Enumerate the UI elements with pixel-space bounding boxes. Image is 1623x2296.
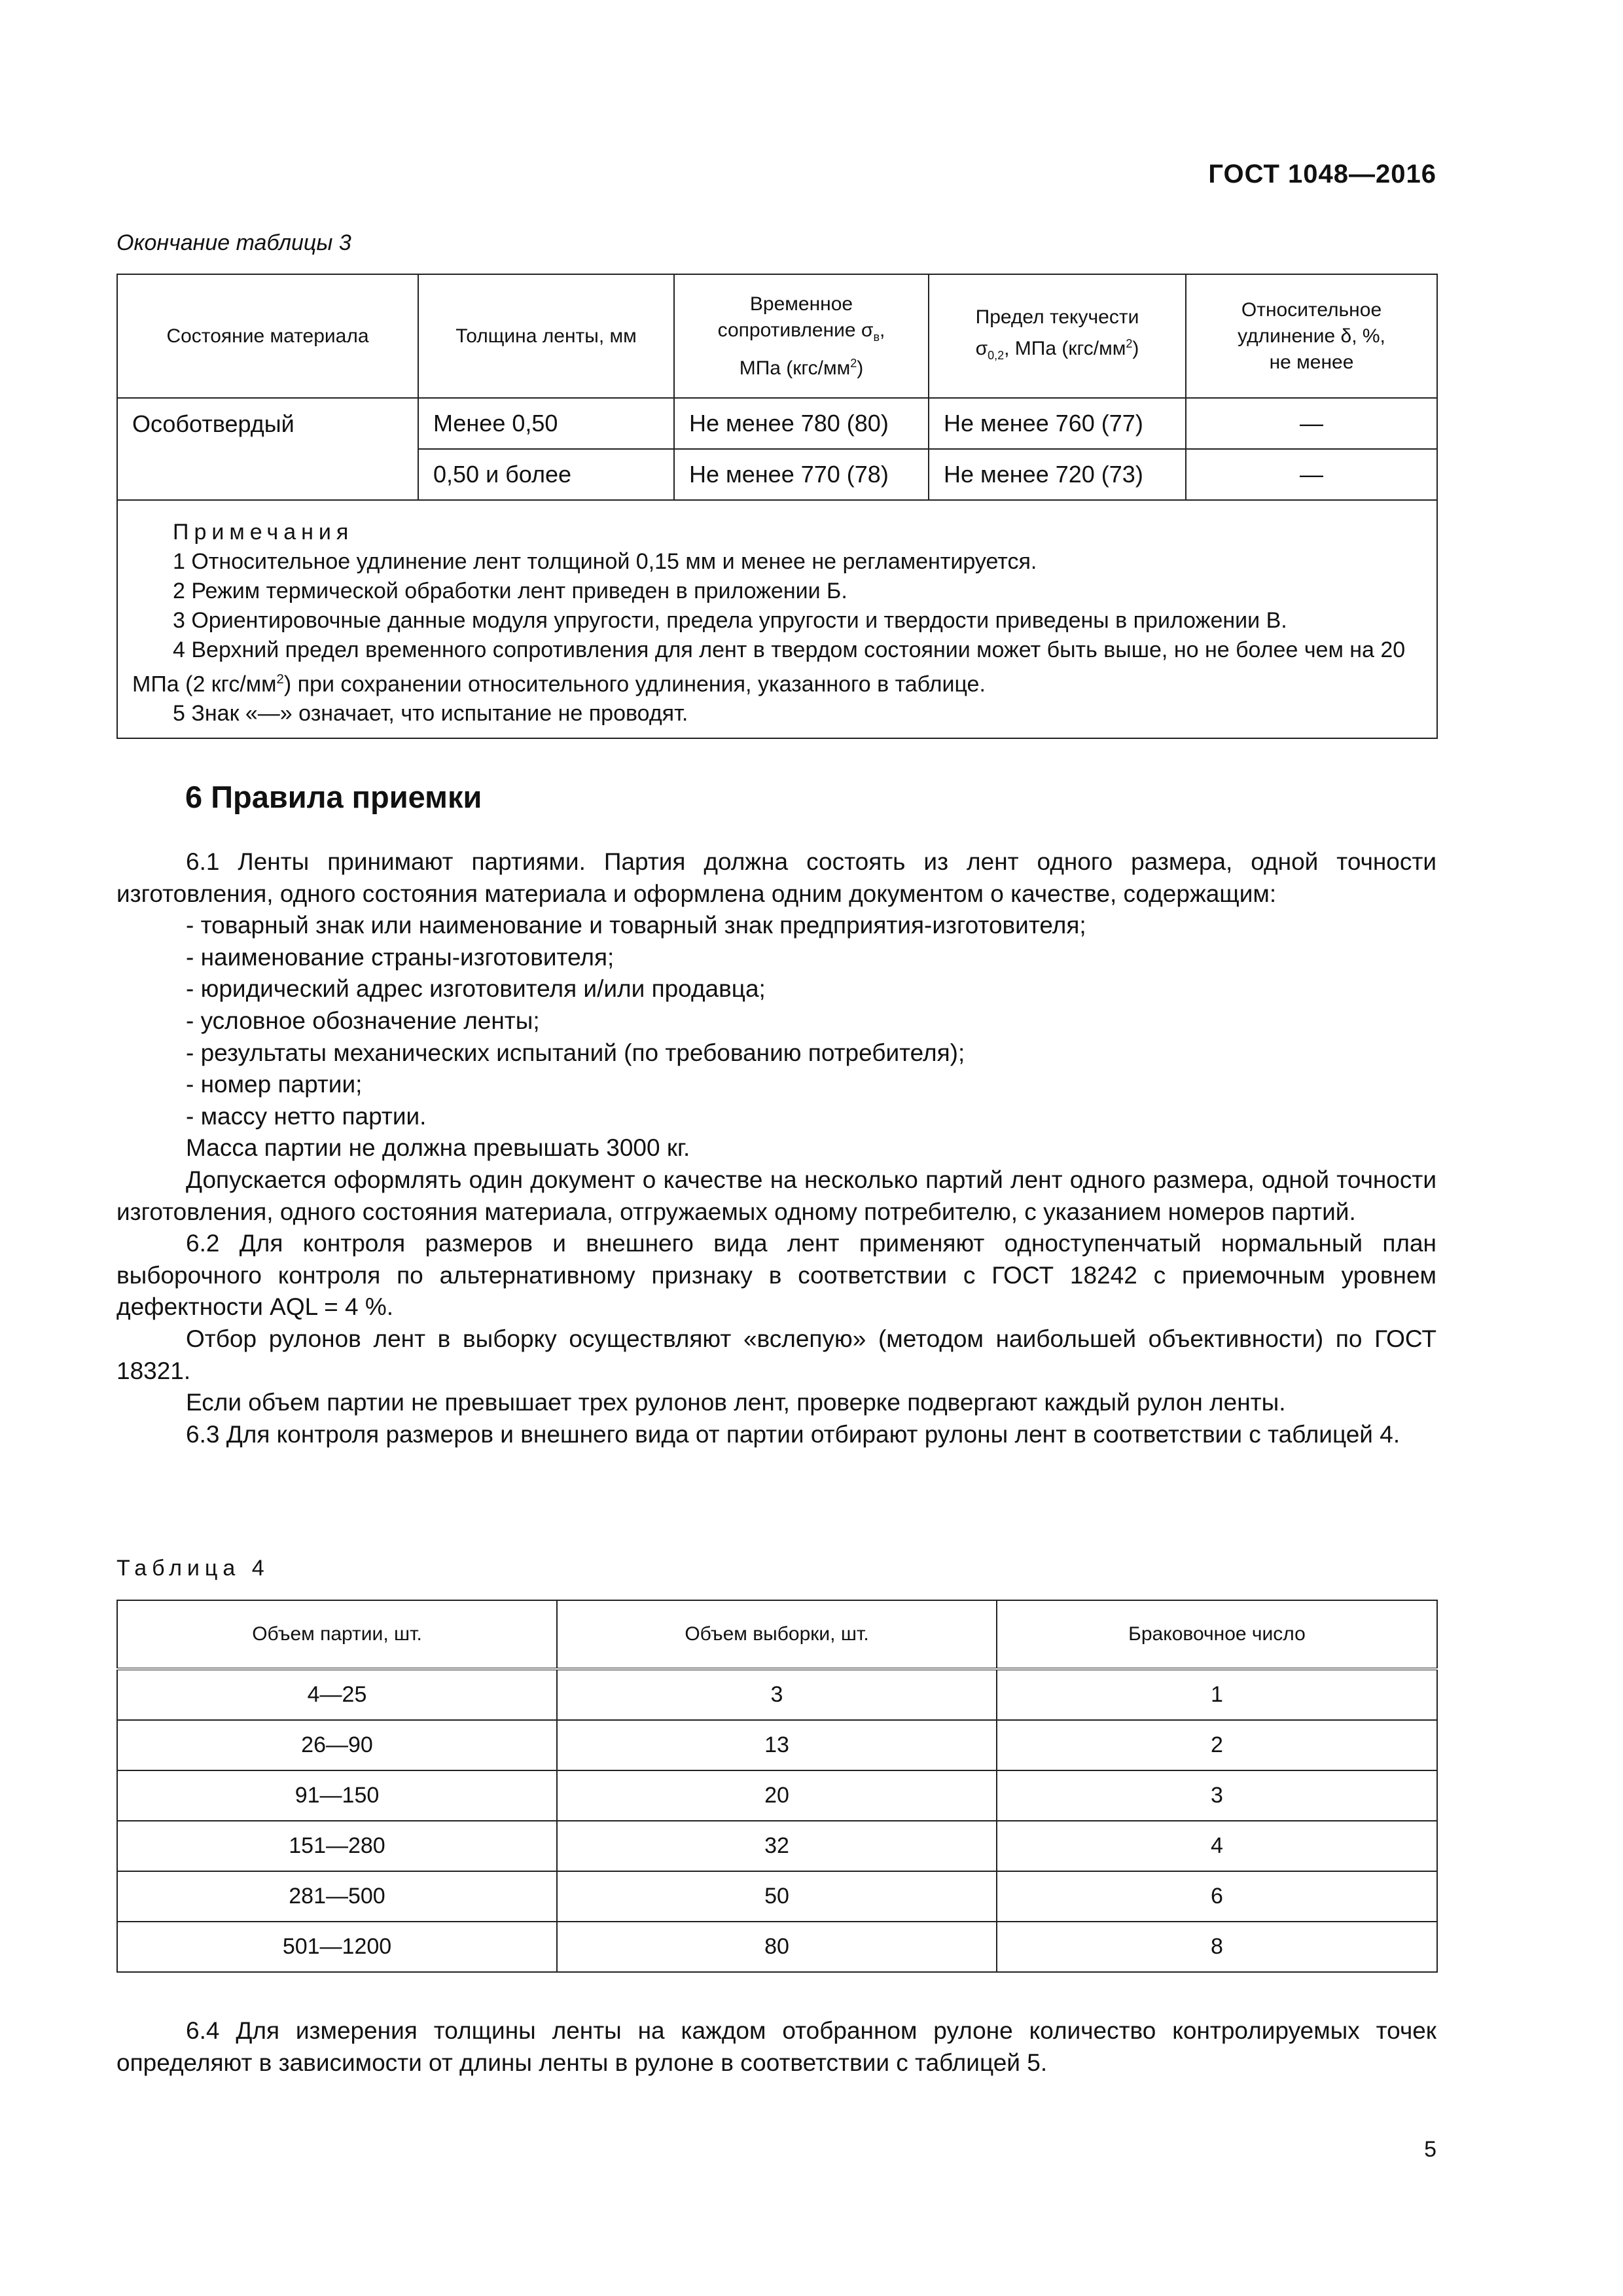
table3-header-strength: Временное сопротивление $\sigma_в$, МПа $(кгс/мм^2)$ bbox=[674, 274, 929, 398]
paragraph-6-1: 6.1 Ленты принимают партиями. Партия должна состоять из лент одного размера, одной точности изготовления, одного состояния материала и оформлена одним документом о качестве, содержащим: bbox=[116, 848, 1436, 907]
table3-cell-yield: Не менее 720 (73) bbox=[929, 449, 1186, 500]
paragraph-allow: Допускается оформлять один документ о качестве на несколько партий лент одного размера, одной точности изготовления, одного состояния материала, отгружаемых одному потребителю, с указанием номеров партий. bbox=[116, 1166, 1436, 1225]
table3-header-yield: Предел текучести $\sigma_{0,2}$, МПа $(кгс/мм^2)$ bbox=[929, 274, 1186, 398]
table4-cell-sample-size: 20 bbox=[557, 1770, 997, 1821]
table4-header-sample-size: Объем выборки, шт. bbox=[557, 1600, 997, 1669]
note-3: 3 Ориентировочные данные модуля упругости, предела упругости и твердости приведены в приложении В. bbox=[173, 608, 1287, 633]
table4-cell-reject-number: 6 bbox=[997, 1871, 1437, 1922]
paragraph-6-4-container bbox=[116, 2015, 1436, 2079]
document-code: ГОСТ 1048—2016 bbox=[1208, 160, 1436, 188]
table3-cell-state: Особотвердый bbox=[117, 398, 418, 500]
list-item: - наименование страны-изготовителя; bbox=[186, 943, 615, 971]
table3-cell-thickness: Менее 0,50 bbox=[418, 398, 674, 449]
note-2: 2 Режим термической обработки лент приведен в приложении Б. bbox=[173, 579, 847, 603]
notes-title: Примечания bbox=[173, 520, 354, 545]
table3-row bbox=[117, 398, 1437, 449]
table4-cell-reject-number: 8 bbox=[997, 1922, 1437, 1972]
list-item: - условное обозначение ленты; bbox=[186, 1007, 540, 1034]
paragraph-6-3: 6.3 Для контроля размеров и внешнего вида от партии отбирают рулоны лент в соответствии с таблицей 4. bbox=[186, 1420, 1400, 1448]
table4-cell-lot-size: 4—25 bbox=[117, 1669, 557, 1720]
table3 bbox=[116, 274, 1438, 739]
table4-header-lot-size: Объем партии, шт. bbox=[117, 1600, 557, 1669]
paragraph-6-4: 6.4 Для измерения толщины ленты на каждом отобранном рулоне количество контролируемых точек определяют в зависимости от длины ленты в рулоне в соответствии с таблицей 5. bbox=[116, 2017, 1436, 2076]
table4-cell-reject-number: 1 bbox=[997, 1669, 1437, 1720]
table-row bbox=[117, 1770, 1437, 1821]
section6-body bbox=[116, 846, 1436, 1450]
list-item: - результаты механических испытаний (по требованию потребителя); bbox=[186, 1039, 965, 1066]
table4-cell-reject-number: 3 bbox=[997, 1770, 1437, 1821]
table4-cell-sample-size: 3 bbox=[557, 1669, 997, 1720]
table4-cell-lot-size: 91—150 bbox=[117, 1770, 557, 1821]
paragraph-select: Отбор рулонов лент в выборку осуществляют «вслепую» (методом наибольшей объективности) по ГОСТ 18321. bbox=[116, 1325, 1436, 1384]
table3-cell-elongation: — bbox=[1186, 449, 1437, 500]
table4-header-row bbox=[117, 1600, 1437, 1669]
table3-cell-yield: Не менее 760 (77) bbox=[929, 398, 1186, 449]
paragraph-6-2: 6.2 Для контроля размеров и внешнего вида лент применяют одноступенчатый нормальный план выборочного контроля по альтернативному признаку в соответствии с ГОСТ 18242 с приемочным уровнем дефектности AQL = 4 %. bbox=[116, 1230, 1436, 1321]
page-number: 5 bbox=[1424, 2137, 1436, 2162]
table3-notes bbox=[117, 500, 1437, 738]
table3-notes-row bbox=[117, 500, 1437, 738]
table4-cell-lot-size: 26—90 bbox=[117, 1720, 557, 1770]
section-title: 6 Правила приемки bbox=[185, 780, 482, 814]
table4 bbox=[116, 1600, 1438, 1973]
table-row bbox=[117, 1720, 1437, 1770]
table4-cell-reject-number: 2 bbox=[997, 1720, 1437, 1770]
table-row bbox=[117, 1821, 1437, 1871]
table3-cell-elongation: — bbox=[1186, 398, 1437, 449]
table3-header-state: Состояние материала bbox=[117, 274, 418, 398]
note-1: 1 Относительное удлинение лент толщиной 0,15 мм и менее не регламентируется. bbox=[173, 549, 1037, 574]
list-item: - массу нетто партии. bbox=[186, 1102, 427, 1130]
list-item: - товарный знак или наименование и товарный знак предприятия-изготовителя; bbox=[186, 912, 1086, 939]
table3-cell-thickness: 0,50 и более bbox=[418, 449, 674, 500]
table4-cell-reject-number: 4 bbox=[997, 1821, 1437, 1871]
table4-cell-lot-size: 281—500 bbox=[117, 1871, 557, 1922]
table4-cell-sample-size: 32 bbox=[557, 1821, 997, 1871]
list-item: - номер партии; bbox=[186, 1071, 363, 1098]
table3-header-row bbox=[117, 274, 1437, 398]
table3-header-thickness: Толщина ленты, мм bbox=[418, 274, 674, 398]
table4-cell-sample-size: 80 bbox=[557, 1922, 997, 1972]
table4-cell-lot-size: 501—1200 bbox=[117, 1922, 557, 1972]
table4-caption: Таблица 4 bbox=[116, 1556, 270, 1581]
table4-cell-lot-size: 151—280 bbox=[117, 1821, 557, 1871]
table3-cell-strength: Не менее 780 (80) bbox=[674, 398, 929, 449]
paragraph-mass: Масса партии не должна превышать 3000 кг. bbox=[186, 1134, 690, 1162]
table4-cell-sample-size: 50 bbox=[557, 1871, 997, 1922]
table-row bbox=[117, 1669, 1437, 1720]
table3-caption: Окончание таблицы 3 bbox=[116, 230, 351, 255]
list-item: - юридический адрес изготовителя и/или продавца; bbox=[186, 975, 766, 1003]
note-5: 5 Знак «—» означает, что испытание не проводят. bbox=[173, 701, 688, 726]
table3-cell-strength: Не менее 770 (78) bbox=[674, 449, 929, 500]
table3-header-elongation: Относительное удлинение δ, %, не менее bbox=[1186, 274, 1437, 398]
note-4: 4 Верхний предел временного сопротивления для лент в твердом состоянии может быть выше, но не более чем на 20 МПа (2 кгс/$мм^2$) при сохранении относительного удлинения, указанного в таблице. bbox=[132, 637, 1406, 697]
table-row bbox=[117, 1922, 1437, 1972]
table-row bbox=[117, 1871, 1437, 1922]
table4-cell-sample-size: 13 bbox=[557, 1720, 997, 1770]
paragraph-each: Если объем партии не превышает трех рулонов лент, проверке подвергают каждый рулон ленты. bbox=[186, 1389, 1286, 1416]
table4-header-reject-number: Браковочное число bbox=[997, 1600, 1437, 1669]
